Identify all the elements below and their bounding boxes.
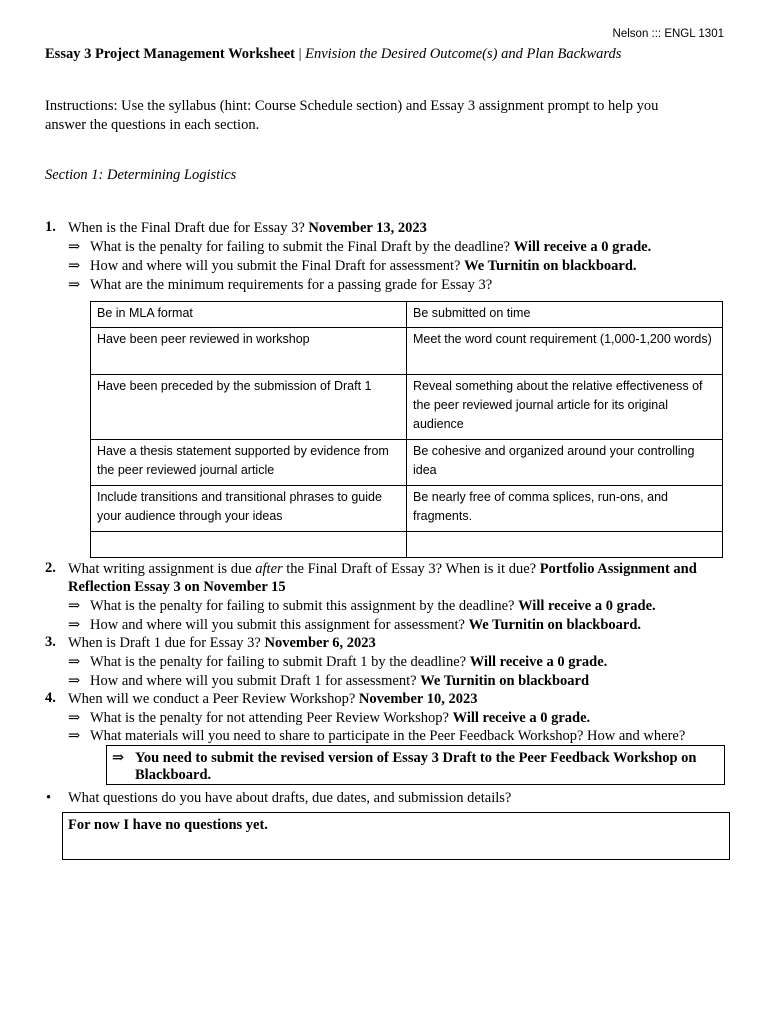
table-row: [91, 486, 723, 532]
requirements-table: [90, 301, 723, 558]
q3-sub-1-question: What is the penalty for failing to submit Draft 1 by the deadline?: [90, 654, 467, 670]
section-1-title: Section 1: Determining Logistics: [45, 167, 237, 183]
q2-sub-1-question: What is the penalty for failing to submit this assignment by the deadline?: [90, 598, 515, 614]
table-cell: Be nearly free of comma splices, run-ons, and fragments.: [407, 486, 723, 532]
arrow-icon: ⇒: [68, 617, 81, 633]
q2-line: [68, 560, 697, 578]
table-row: [91, 375, 723, 440]
q2-sub-2-answer: We Turnitin on blackboard.: [468, 617, 642, 633]
q3-line: [68, 634, 376, 652]
table-cell: Have been preceded by the submission of Draft 1: [91, 375, 407, 440]
title-bold: Essay 3 Project Management Worksheet: [45, 46, 295, 62]
arrow-icon: ⇒: [68, 598, 81, 614]
q1-sub-2-answer: We Turnitin on blackboard.: [464, 258, 637, 274]
q3-answer: November 6, 2023: [264, 635, 376, 651]
q2-answer-line-1: Portfolio Assignment and: [539, 561, 697, 577]
q3-sub-2: [90, 672, 589, 690]
table-cell: Have a thesis statement supported by evidence from the peer reviewed journal article: [91, 440, 407, 486]
q4-question: When will we conduct a Peer Review Workshop?: [68, 691, 356, 707]
q4-boxed-answer-line-1: You need to submit the revised version of Essay 3 Draft to the Peer Feedback Workshop on: [135, 750, 697, 766]
instructions-line-1: Instructions: Use the syllabus (hint: Course Schedule section) and Essay 3 assignment prompt to help you: [45, 98, 659, 114]
arrow-icon: ⇒: [68, 654, 81, 670]
arrow-icon: ⇒: [68, 277, 81, 293]
header-note: Nelson ::: ENGL 1301: [612, 28, 724, 40]
bullet-question: What questions do you have about drafts, due dates, and submission details?: [68, 790, 512, 806]
page-title: [45, 46, 621, 63]
bullet-icon: •: [46, 790, 52, 806]
table-row: [91, 328, 723, 375]
q3-sub-2-answer: We Turnitin on blackboard: [420, 673, 590, 689]
q1-question: When is the Final Draft due for Essay 3?: [68, 220, 305, 236]
q4-boxed-answer-line-2: Blackboard.: [135, 767, 212, 783]
q2-sub-1: [90, 597, 656, 615]
arrow-icon: ⇒: [68, 728, 81, 744]
arrow-icon: ⇒: [68, 710, 81, 726]
table-cell: Have been peer reviewed in workshop: [91, 328, 407, 375]
table-cell: [407, 532, 723, 558]
arrow-icon: ⇒: [68, 239, 81, 255]
q1-answer: November 13, 2023: [308, 220, 427, 236]
instructions: [45, 97, 695, 135]
arrow-icon: ⇒: [112, 750, 125, 766]
q1-number: 1.: [45, 219, 56, 235]
comments-answer: For now I have no questions yet.: [68, 817, 268, 833]
q1-sub-1: [90, 238, 651, 256]
table-cell: Reveal something about the relative effectiveness of the peer reviewed journal article for its original audience: [407, 375, 723, 440]
q1-sub-2: [90, 257, 637, 275]
q4-sub-2-question: What materials will you need to share to participate in the Peer Feedback Workshop? How and where?: [90, 728, 686, 744]
q1-sub-3: [90, 276, 492, 294]
table-row: [91, 440, 723, 486]
q2-question-post: the Final Draft of Essay 3? When is it due?: [282, 561, 537, 577]
q1-line: [68, 219, 427, 237]
q4-answer: November 10, 2023: [358, 691, 478, 707]
q3-number: 3.: [45, 634, 56, 650]
q3-sub-2-question: How and where will you submit Draft 1 for assessment?: [90, 673, 417, 689]
q4-number: 4.: [45, 690, 56, 706]
table-row: [91, 302, 723, 328]
q1-sub-3-question: What are the minimum requirements for a passing grade for Essay 3?: [90, 277, 493, 293]
q2-sub-2-question: How and where will you submit this assignment for assessment?: [90, 617, 465, 633]
q2-question-pre: What writing assignment is due: [68, 561, 256, 577]
table-cell: Meet the word count requirement (1,000-1,200 words): [407, 328, 723, 375]
table-cell: Be cohesive and organized around your controlling idea: [407, 440, 723, 486]
table-cell: Include transitions and transitional phrases to guide your audience through your ideas: [91, 486, 407, 532]
q3-sub-1: [90, 653, 607, 671]
q1-sub-2-question: How and where will you submit the Final Draft for assessment?: [90, 258, 461, 274]
instructions-line-2: answer the questions in each section.: [45, 117, 260, 133]
q1-sub-1-question: What is the penalty for failing to submit the Final Draft by the deadline?: [90, 239, 510, 255]
table-cell: Be in MLA format: [91, 302, 407, 328]
q4-sub-2: [90, 727, 685, 745]
q3-question: When is Draft 1 due for Essay 3?: [68, 635, 261, 651]
table-cell: Be submitted on time: [407, 302, 723, 328]
q2-sub-2: [90, 616, 641, 634]
q2-answer-line-2: Reflection Essay 3 on November 15: [68, 579, 286, 595]
title-subtitle: Envision the Desired Outcome(s) and Plan Backwards: [305, 46, 622, 62]
q2-number: 2.: [45, 560, 56, 576]
table-row: [91, 532, 723, 558]
q1-sub-1-answer: Will receive a 0 grade.: [513, 239, 652, 255]
q2-question-italic: after: [255, 561, 283, 577]
table-cell: [91, 532, 407, 558]
q2-sub-1-answer: Will receive a 0 grade.: [518, 598, 656, 614]
q4-sub-1: [90, 709, 590, 727]
q4-sub-1-question: What is the penalty for not attending Peer Review Workshop?: [90, 710, 449, 726]
arrow-icon: ⇒: [68, 258, 81, 274]
q4-line: [68, 690, 477, 708]
arrow-icon: ⇒: [68, 673, 81, 689]
q3-sub-1-answer: Will receive a 0 grade.: [469, 654, 608, 670]
q4-sub-1-answer: Will receive a 0 grade.: [452, 710, 591, 726]
title-separator: |: [294, 46, 306, 62]
